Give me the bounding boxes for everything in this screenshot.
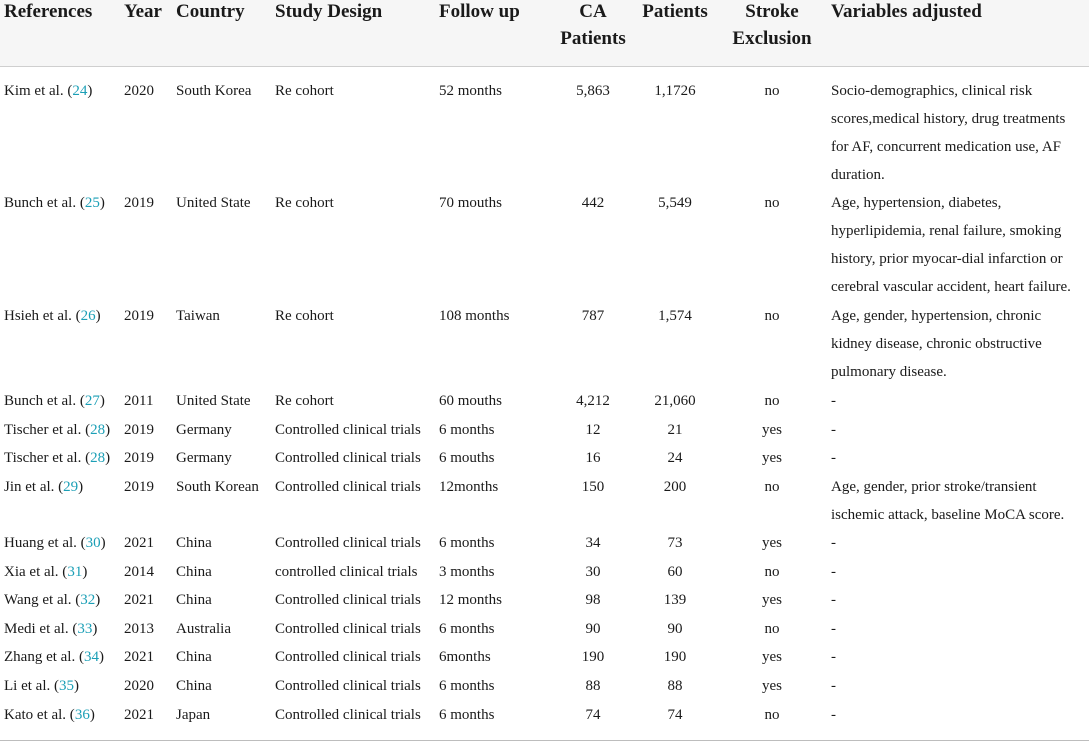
reference-cell	[4, 529, 106, 557]
ca-patients-cell: 150	[581, 479, 605, 495]
patients-cell: 139	[663, 592, 687, 608]
reference-author: Wang et al. (	[4, 592, 81, 608]
variables-line: Age, gender, prior stroke/transient	[831, 479, 1037, 495]
variables-line: ischemic attack, baseline MoCA score.	[831, 507, 1065, 523]
stroke-exclusion-cell: yes	[762, 649, 782, 665]
follow-up-cell: 70 mouths	[439, 195, 502, 211]
reference-close: )	[105, 422, 111, 438]
reference-close: )	[105, 450, 111, 466]
header-ca-patients-line1: CA	[579, 1, 607, 22]
reference-link[interactable]: 32	[80, 592, 96, 608]
variables-line: -	[831, 393, 836, 409]
reference-author: Bunch et al. (	[4, 393, 85, 409]
patients-cell: 5,549	[658, 195, 692, 211]
country-cell: China	[176, 649, 212, 665]
stroke-exclusion-cell: yes	[762, 678, 782, 694]
variables-adjusted-cell	[831, 672, 1085, 700]
country-cell: China	[176, 535, 212, 551]
header-follow-up: Follow up	[439, 1, 520, 22]
header-ca-patients	[548, 0, 638, 52]
reference-author: Hsieh et al. (	[4, 308, 81, 324]
reference-cell	[4, 444, 110, 472]
country-cell: South Korean	[176, 479, 259, 495]
follow-up-cell: 12 months	[439, 592, 502, 608]
variables-line: -	[831, 592, 836, 608]
reference-cell	[4, 416, 110, 444]
stroke-exclusion-cell: no	[764, 308, 780, 324]
follow-up-cell: 52 months	[439, 83, 502, 99]
study-design-cell: Controlled clinical trials	[275, 621, 421, 637]
ca-patients-cell: 88	[585, 678, 601, 694]
variables-adjusted-cell	[831, 586, 1085, 614]
reference-author: Kato et al. (	[4, 707, 75, 723]
year-cell: 2021	[124, 592, 154, 608]
header-stroke-exclusion-line2: Exclusion	[732, 28, 812, 49]
reference-link[interactable]: 34	[83, 649, 99, 665]
stroke-exclusion-cell: yes	[762, 592, 782, 608]
variables-adjusted-cell	[831, 615, 1085, 643]
reference-author: Huang et al. (	[4, 535, 86, 551]
reference-link[interactable]: 36	[74, 707, 90, 723]
follow-up-cell: 3 months	[439, 564, 495, 580]
ca-patients-cell: 4,212	[576, 393, 610, 409]
stroke-exclusion-cell: no	[764, 707, 780, 723]
stroke-exclusion-cell: yes	[762, 422, 782, 438]
variables-line: -	[831, 707, 836, 723]
study-design-cell: Controlled clinical trials	[275, 678, 421, 694]
reference-link[interactable]: 35	[58, 678, 74, 694]
reference-cell	[4, 643, 104, 671]
study-design-cell: controlled clinical trials	[275, 564, 418, 580]
header-ca-patients-line2: Patients	[560, 28, 626, 49]
follow-up-cell: 6 months	[439, 707, 495, 723]
year-cell: 2020	[124, 83, 154, 99]
ca-patients-cell: 442	[581, 195, 605, 211]
variables-adjusted-cell	[831, 189, 1085, 301]
reference-cell	[4, 672, 79, 700]
study-design-cell: Controlled clinical trials	[275, 535, 421, 551]
patients-cell: 1,1726	[654, 83, 696, 99]
variables-line: hyperlipidemia, renal failure, smoking	[831, 223, 1062, 239]
stroke-exclusion-cell: yes	[762, 535, 782, 551]
ca-patients-cell: 30	[585, 564, 601, 580]
variables-line: Age, hypertension, diabetes,	[831, 195, 1002, 211]
variables-line: -	[831, 564, 836, 580]
follow-up-cell: 6months	[439, 649, 491, 665]
reference-link[interactable]: 28	[90, 422, 106, 438]
variables-adjusted-cell	[831, 77, 1085, 189]
reference-close: )	[89, 707, 95, 723]
patients-cell: 200	[663, 479, 687, 495]
study-design-cell: Controlled clinical trials	[275, 707, 421, 723]
ca-patients-cell: 787	[581, 308, 605, 324]
variables-adjusted-cell	[831, 387, 1085, 415]
year-cell: 2021	[124, 535, 154, 551]
reference-link[interactable]: 31	[67, 564, 83, 580]
variables-line: cerebral vascular accident, heart failure.	[831, 279, 1071, 295]
reference-close: )	[95, 308, 101, 324]
patients-cell: 73	[667, 535, 683, 551]
reference-author: Kim et al. (	[4, 83, 73, 99]
follow-up-cell: 6 months	[439, 535, 495, 551]
reference-cell	[4, 473, 83, 501]
header-country: Country	[176, 1, 245, 22]
reference-author: Tischer et al. (	[4, 422, 91, 438]
table-bottom-rule	[0, 740, 1089, 741]
study-design-cell: Controlled clinical trials	[275, 450, 421, 466]
ca-patients-cell: 90	[585, 621, 601, 637]
reference-close: )	[92, 621, 98, 637]
header-references: References	[4, 1, 93, 22]
country-cell: Australia	[176, 621, 231, 637]
variables-line: -	[831, 422, 836, 438]
study-design-cell: Re cohort	[275, 195, 334, 211]
variables-line: -	[831, 450, 836, 466]
reference-cell	[4, 615, 97, 643]
reference-close: )	[99, 393, 105, 409]
follow-up-cell: 6 mouths	[439, 450, 495, 466]
variables-line: -	[831, 649, 836, 665]
follow-up-cell: 108 months	[439, 308, 510, 324]
country-cell: China	[176, 678, 212, 694]
variables-line: history, prior myocar-dial infarction or	[831, 251, 1063, 267]
header-stroke-exclusion	[726, 0, 818, 52]
variables-line: scores,medical history, drug treatments	[831, 111, 1066, 127]
year-cell: 2011	[124, 393, 154, 409]
reference-close: )	[73, 678, 79, 694]
country-cell: Germany	[176, 450, 232, 466]
stroke-exclusion-cell: no	[764, 479, 780, 495]
reference-close: )	[87, 83, 93, 99]
year-cell: 2019	[124, 479, 154, 495]
header-stroke-exclusion-line1: Stroke	[745, 1, 799, 22]
reference-author: Tischer et al. (	[4, 450, 91, 466]
study-design-cell: Controlled clinical trials	[275, 479, 421, 495]
country-cell: South Korea	[176, 83, 252, 99]
ca-patients-cell: 34	[585, 535, 601, 551]
variables-adjusted-cell	[831, 416, 1085, 444]
reference-link[interactable]: 30	[85, 535, 101, 551]
study-design-cell: Re cohort	[275, 83, 334, 99]
stroke-exclusion-cell: no	[764, 393, 780, 409]
variables-line: for AF, concurrent medication use, AF	[831, 139, 1062, 155]
study-design-cell: Controlled clinical trials	[275, 649, 421, 665]
reference-cell	[4, 701, 95, 729]
reference-link[interactable]: 28	[90, 450, 106, 466]
reference-close: )	[100, 535, 106, 551]
variables-line: -	[831, 621, 836, 637]
year-cell: 2020	[124, 678, 154, 694]
stroke-exclusion-cell: no	[764, 83, 780, 99]
reference-cell	[4, 189, 105, 217]
reference-cell	[4, 558, 87, 586]
stroke-exclusion-cell: no	[764, 621, 780, 637]
reference-close: )	[95, 592, 101, 608]
patients-cell: 21,060	[654, 393, 696, 409]
follow-up-cell: 6 months	[439, 621, 495, 637]
variables-line: kidney disease, chronic obstructive	[831, 336, 1042, 352]
patients-cell: 21	[667, 422, 683, 438]
year-cell: 2021	[124, 707, 154, 723]
patients-cell: 190	[663, 649, 687, 665]
reference-cell	[4, 77, 92, 105]
reference-author: Bunch et al. (	[4, 195, 85, 211]
reference-author: Medi et al. (	[4, 621, 78, 637]
reference-cell	[4, 302, 101, 330]
header-patients: Patients	[642, 1, 708, 22]
follow-up-cell: 6 months	[439, 678, 495, 694]
stroke-exclusion-cell: no	[764, 564, 780, 580]
reference-author: Jin et al. (	[4, 479, 64, 495]
ca-patients-cell: 16	[585, 450, 601, 466]
variables-line: -	[831, 678, 836, 694]
ca-patients-cell: 5,863	[576, 83, 610, 99]
year-cell: 2014	[124, 564, 154, 580]
reference-link[interactable]: 25	[84, 195, 100, 211]
reference-link[interactable]: 24	[72, 83, 88, 99]
reference-cell	[4, 387, 105, 415]
country-cell: United State	[176, 195, 251, 211]
reference-link[interactable]: 33	[77, 621, 93, 637]
header-study-design: Study Design	[275, 1, 383, 22]
country-cell: United State	[176, 393, 251, 409]
reference-link[interactable]: 26	[80, 308, 96, 324]
patients-cell: 24	[667, 450, 683, 466]
study-design-cell: Re cohort	[275, 393, 334, 409]
ca-patients-cell: 98	[585, 592, 601, 608]
reference-close: )	[99, 195, 105, 211]
variables-adjusted-cell	[831, 643, 1085, 671]
year-cell: 2019	[124, 450, 154, 466]
header-variables-adjusted: Variables adjusted	[831, 1, 982, 22]
reference-author: Xia et al. (	[4, 564, 68, 580]
country-cell: Japan	[176, 707, 211, 723]
stroke-exclusion-cell: yes	[762, 450, 782, 466]
variables-line: duration.	[831, 167, 885, 183]
reference-author: Li et al. (	[4, 678, 59, 694]
reference-cell	[4, 586, 100, 614]
country-cell: China	[176, 564, 212, 580]
variables-adjusted-cell	[831, 302, 1085, 386]
patients-cell: 74	[667, 707, 683, 723]
variables-adjusted-cell	[831, 701, 1085, 729]
patients-cell: 88	[667, 678, 683, 694]
variables-adjusted-cell	[831, 558, 1085, 586]
patients-cell: 90	[667, 621, 683, 637]
country-cell: Germany	[176, 422, 232, 438]
reference-link[interactable]: 29	[63, 479, 79, 495]
follow-up-cell: 60 mouths	[439, 393, 502, 409]
reference-close: )	[78, 479, 84, 495]
stroke-exclusion-cell: no	[764, 195, 780, 211]
variables-line: -	[831, 535, 836, 551]
country-cell: China	[176, 592, 212, 608]
variables-adjusted-cell	[831, 529, 1085, 557]
patients-cell: 1,574	[658, 308, 692, 324]
study-design-cell: Re cohort	[275, 308, 334, 324]
year-cell: 2013	[124, 621, 154, 637]
variables-line: Age, gender, hypertension, chronic	[831, 308, 1042, 324]
ca-patients-cell: 74	[585, 707, 601, 723]
variables-line: Socio-demographics, clinical risk	[831, 83, 1033, 99]
reference-close: )	[82, 564, 88, 580]
variables-adjusted-cell	[831, 473, 1085, 529]
year-cell: 2019	[124, 308, 154, 324]
variables-line: pulmonary disease.	[831, 364, 947, 380]
follow-up-cell: 12months	[439, 479, 499, 495]
country-cell: Taiwan	[176, 308, 220, 324]
study-design-cell: Controlled clinical trials	[275, 592, 421, 608]
follow-up-cell: 6 months	[439, 422, 495, 438]
patients-cell: 60	[667, 564, 683, 580]
table-header	[0, 0, 1089, 67]
year-cell: 2021	[124, 649, 154, 665]
study-design-cell: Controlled clinical trials	[275, 422, 421, 438]
reference-close: )	[98, 649, 104, 665]
ca-patients-cell: 190	[581, 649, 605, 665]
header-year: Year	[124, 1, 162, 22]
reference-link[interactable]: 27	[84, 393, 100, 409]
ca-patients-cell: 12	[585, 422, 601, 438]
reference-author: Zhang et al. (	[4, 649, 84, 665]
year-cell: 2019	[124, 422, 154, 438]
year-cell: 2019	[124, 195, 154, 211]
variables-adjusted-cell	[831, 444, 1085, 472]
